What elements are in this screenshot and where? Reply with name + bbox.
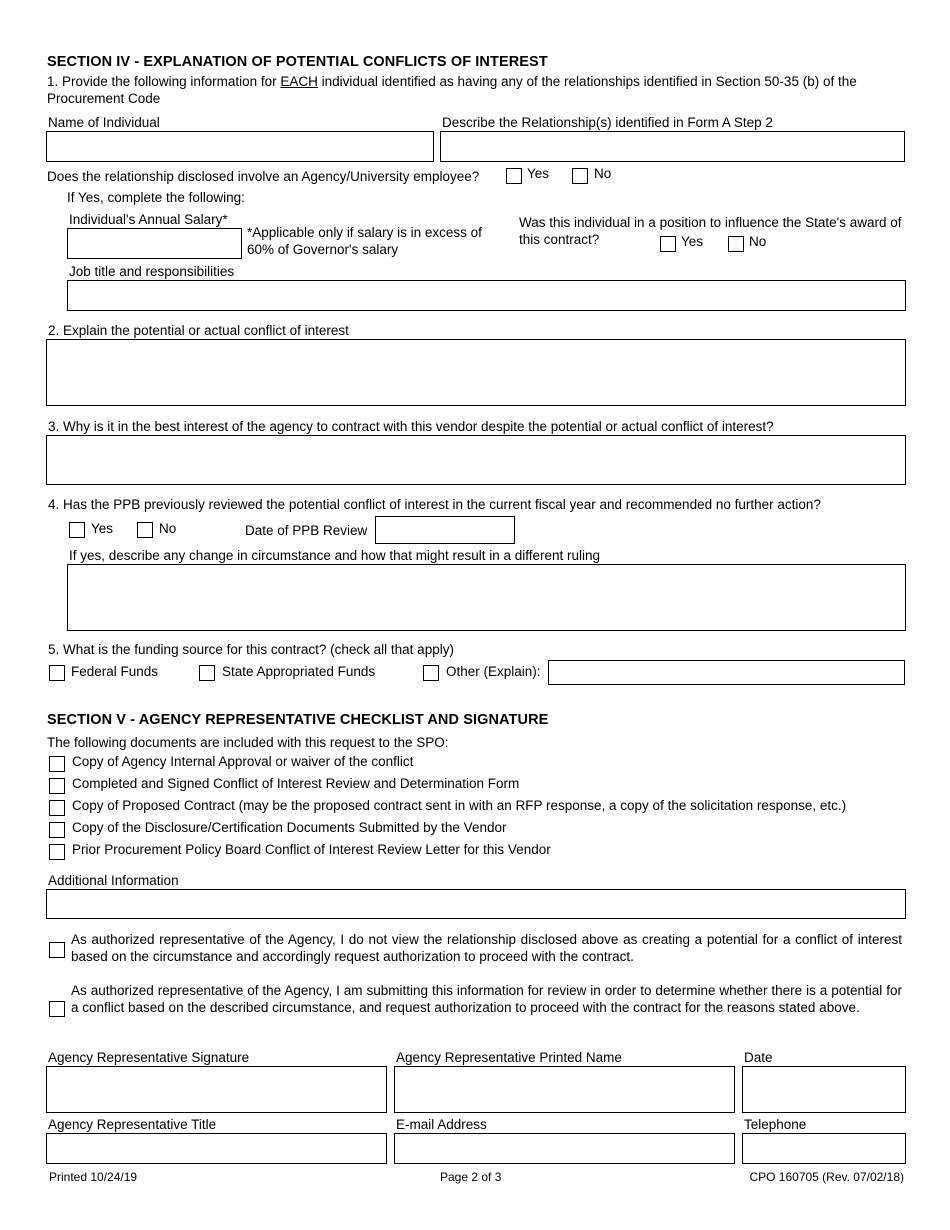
relationship-field[interactable] xyxy=(440,131,905,162)
telephone-field[interactable] xyxy=(742,1133,906,1164)
best-interest-field[interactable] xyxy=(46,435,906,485)
employee-no-label: No xyxy=(594,166,612,181)
employee-yes-label: Yes xyxy=(527,166,550,181)
job-title-label: Job title and responsibilities xyxy=(69,264,235,279)
doc-internal-approval-checkbox[interactable] xyxy=(49,756,65,772)
signature-field[interactable] xyxy=(46,1066,387,1113)
signature-label: Agency Representative Signature xyxy=(48,1050,250,1065)
employee-question: Does the relationship disclosed involve an Agency/University employee? xyxy=(47,169,480,184)
other-funds-explain-field[interactable] xyxy=(548,660,905,685)
statement-no-conflict-checkbox[interactable] xyxy=(49,942,65,958)
telephone-label: Telephone xyxy=(744,1117,807,1132)
influence-no-label: No xyxy=(749,234,767,249)
influence-yes-checkbox[interactable] xyxy=(660,236,676,252)
email-label: E-mail Address xyxy=(396,1117,487,1132)
q3-label: 3. Why is it in the best interest of the agency to contract with this vendor despite the potential or actual conflict of interest? xyxy=(48,419,774,434)
ppb-yes-checkbox[interactable] xyxy=(69,522,85,538)
q1-text: 1. Provide the following information for EACH individual identified as having any of the relationships identified in Section 50-35 (b) of the Procurement Code xyxy=(47,74,857,106)
q2-label: 2. Explain the potential or actual conflict of interest xyxy=(48,323,349,338)
ppb-yes-label: Yes xyxy=(91,521,114,536)
annual-salary-field[interactable] xyxy=(67,228,242,259)
printed-name-label: Agency Representative Printed Name xyxy=(396,1050,622,1065)
section-4-title: SECTION IV - EXPLANATION OF POTENTIAL CONFLICTS OF INTEREST xyxy=(47,54,548,70)
statement-review-checkbox[interactable] xyxy=(49,1001,65,1017)
date-field[interactable] xyxy=(742,1066,906,1113)
printed-name-field[interactable] xyxy=(394,1066,735,1113)
influence-question: Was this individual in a position to influence the State's award of this contract? xyxy=(519,215,902,247)
employee-yes-checkbox[interactable] xyxy=(506,168,522,184)
statement-no-conflict: As authorized representative of the Agency, I do not view the relationship disclosed above as creating a potential for a conflict of interest based on the circumstance and accordingly request authorization to proceed with the contract. xyxy=(71,932,902,964)
doc-proposed-contract-checkbox[interactable] xyxy=(49,800,65,816)
salary-note: *Applicable only if salary is in excess of 60% of Governor's salary xyxy=(247,225,482,257)
q4-label: 4. Has the PPB previously reviewed the potential conflict of interest in the current fiscal year and recommended no further action? xyxy=(48,497,821,512)
doc-disclosure-checkbox[interactable] xyxy=(49,822,65,838)
if-yes-instruction: If Yes, complete the following: xyxy=(67,190,245,205)
documents-intro: The following documents are included with this request to the SPO: xyxy=(47,735,449,750)
each-emphasis: EACH xyxy=(280,74,318,89)
rep-title-label: Agency Representative Title xyxy=(48,1117,217,1132)
influence-no-checkbox[interactable] xyxy=(728,236,744,252)
influence-yes-label: Yes xyxy=(681,234,704,249)
doc-review-form-checkbox[interactable] xyxy=(49,778,65,794)
doc-disclosure-label: Copy of the Disclosure/Certification Documents Submitted by the Vendor xyxy=(72,820,507,835)
footer-printed-date: Printed 10/24/19 xyxy=(49,1170,138,1184)
date-label: Date xyxy=(744,1050,773,1065)
employee-no-checkbox[interactable] xyxy=(572,168,588,184)
job-title-field[interactable] xyxy=(67,280,906,311)
ppb-date-label: Date of PPB Review xyxy=(245,523,368,538)
email-field[interactable] xyxy=(394,1133,735,1164)
doc-review-form-label: Completed and Signed Conflict of Interest Review and Determination Form xyxy=(72,776,520,791)
state-funds-label: State Appropriated Funds xyxy=(222,664,376,679)
name-of-individual-label: Name of Individual xyxy=(48,115,160,130)
q5-label: 5. What is the funding source for this contract? (check all that apply) xyxy=(48,642,454,657)
name-of-individual-field[interactable] xyxy=(46,131,434,162)
doc-internal-approval-label: Copy of Agency Internal Approval or waiver of the conflict xyxy=(72,754,414,769)
other-funds-label: Other (Explain): xyxy=(446,664,541,679)
relationship-label: Describe the Relationship(s) identified in Form A Step 2 xyxy=(442,115,773,130)
rep-title-field[interactable] xyxy=(46,1133,387,1164)
statement-review: As authorized representative of the Agency, I am submitting this information for review in order to determine whether there is a potential for a conflict based on the described circumstance, and request authorization to proceed with the contract for the reasons stated above. xyxy=(71,983,902,1015)
section-5-title: SECTION V - AGENCY REPRESENTATIVE CHECKLIST AND SIGNATURE xyxy=(47,712,549,728)
state-funds-checkbox[interactable] xyxy=(199,665,215,681)
footer-form-id: CPO 160705 (Rev. 07/02/18) xyxy=(749,1170,904,1184)
doc-proposed-contract-label: Copy of Proposed Contract (may be the proposed contract sent in with an RFP response, a copy of the solicitation response, etc.) xyxy=(72,798,847,813)
ppb-no-label: No xyxy=(159,521,177,536)
federal-funds-label: Federal Funds xyxy=(71,664,159,679)
change-circumstance-field[interactable] xyxy=(67,564,906,631)
additional-info-field[interactable] xyxy=(46,889,906,919)
ppb-no-checkbox[interactable] xyxy=(137,522,153,538)
doc-ppb-letter-label: Prior Procurement Policy Board Conflict of Interest Review Letter for this Vendor xyxy=(72,842,551,857)
other-funds-checkbox[interactable] xyxy=(423,665,439,681)
conflict-explanation-field[interactable] xyxy=(46,339,906,406)
ppb-date-field[interactable] xyxy=(375,516,515,544)
footer-page-number: Page 2 of 3 xyxy=(440,1170,502,1184)
doc-ppb-letter-checkbox[interactable] xyxy=(49,844,65,860)
annual-salary-label: Individual's Annual Salary* xyxy=(69,212,228,227)
change-circumstance-label: If yes, describe any change in circumstance and how that might result in a different ruling xyxy=(69,548,601,563)
additional-info-label: Additional Information xyxy=(48,873,179,888)
federal-funds-checkbox[interactable] xyxy=(49,665,65,681)
